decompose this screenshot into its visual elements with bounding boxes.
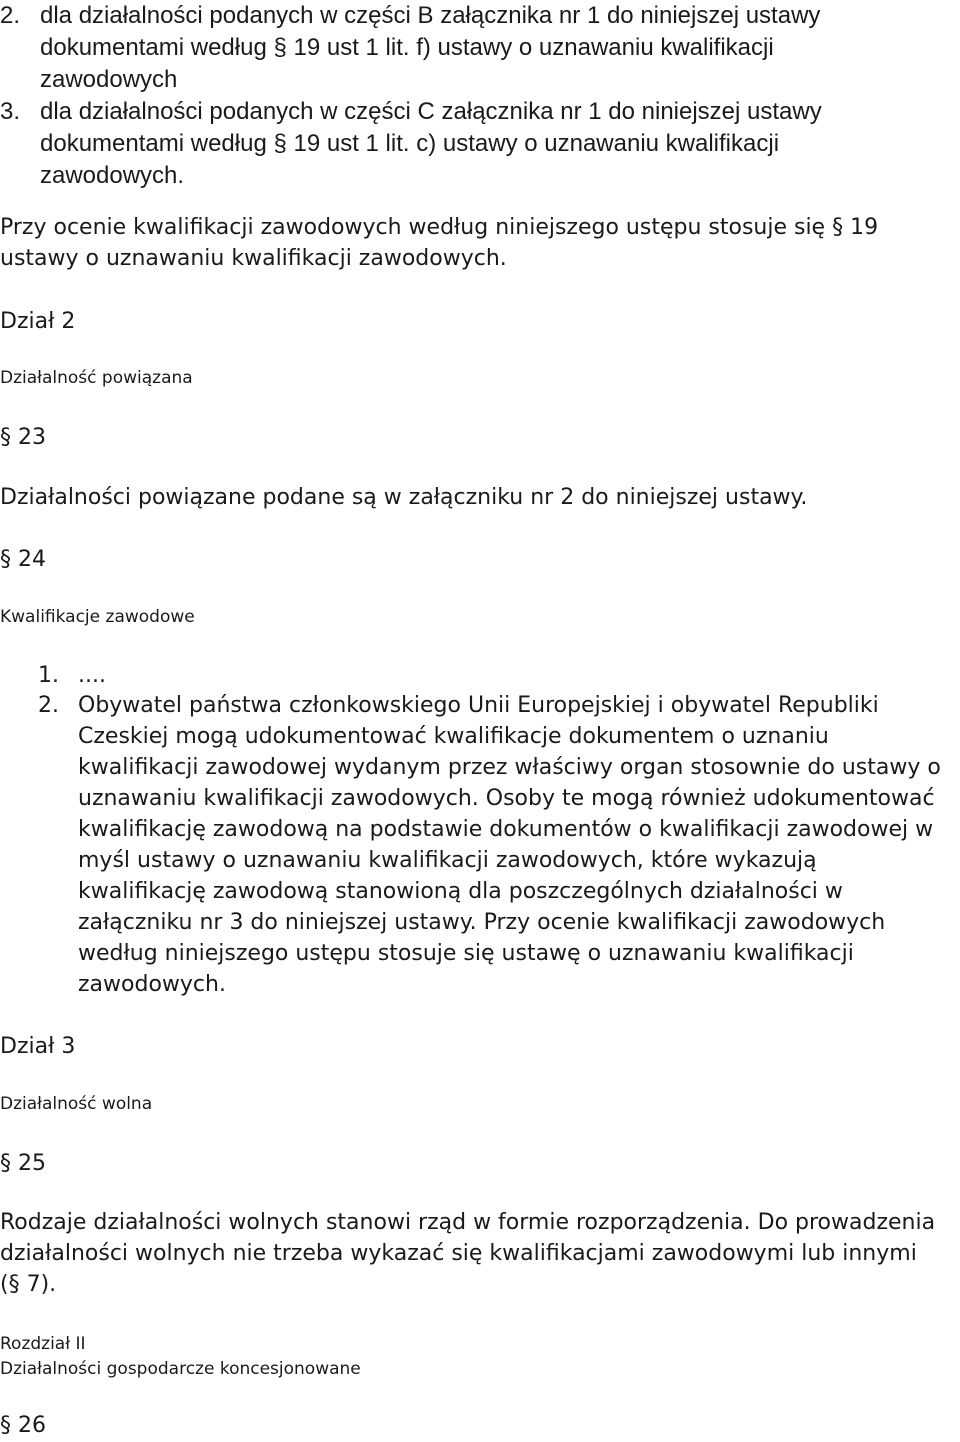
list-item-text: .... bbox=[78, 663, 106, 688]
list-item-line: Czeskiej mogą udokumentować kwalifikacje dokumentem o uznaniu bbox=[78, 724, 829, 749]
list-item-line: kwalifikację zawodową stanowioną dla poszczególnych działalności w bbox=[78, 879, 843, 904]
paragraph bbox=[0, 212, 878, 274]
top-list bbox=[0, 0, 960, 192]
list-item-line: załączniku nr 3 do niniejszej ustawy. Przy ocenie kwalifikacji zawodowych bbox=[78, 910, 886, 935]
chapter-subheading: Działalności gospodarcze koncesjonowane bbox=[0, 1359, 361, 1379]
list-item-line: kwalifikacji zawodowej wydanym przez właściwy organ stosownie do ustawy o bbox=[78, 755, 941, 780]
list-item-line: zawodowych. bbox=[40, 162, 185, 189]
list-item-number: 2. bbox=[0, 2, 21, 29]
list-item-line: kwalifikację zawodową na podstawie dokumentów o kwalifikacji zawodowej w bbox=[78, 817, 934, 842]
section-subheading: Kwalifikacje zawodowe bbox=[0, 607, 195, 627]
paragraph-line: działalności wolnych nie trzeba wykazać się kwalifikacjami zawodowymi lub innymi bbox=[0, 1241, 917, 1266]
section-subheading: Działalność wolna bbox=[0, 1094, 153, 1114]
list-item-line: dokumentami według § 19 ust 1 lit. f) ustawy o uznawaniu kwalifikacji bbox=[40, 34, 774, 61]
paragraph-number: § 24 bbox=[0, 547, 46, 572]
paragraph-line: Przy ocenie kwalifikacji zawodowych według niniejszego ustępu stosuje się § 19 bbox=[0, 215, 879, 240]
list-item-line: uznawaniu kwalifikacji zawodowych. Osoby te mogą również udokumentować bbox=[78, 786, 935, 811]
list-item-line: dla działalności podanych w części B załącznika nr 1 do niniejszej ustawy bbox=[40, 2, 821, 29]
list-item-line: zawodowych bbox=[40, 66, 178, 93]
section-heading: Dział 3 bbox=[0, 1034, 76, 1059]
chapter-heading: Rozdział II bbox=[0, 1334, 86, 1354]
paragraph-number: § 25 bbox=[0, 1151, 46, 1176]
section-subheading: Działalność powiązana bbox=[0, 368, 193, 388]
list-item-line: dokumentami według § 19 ust 1 lit. c) ustawy o uznawaniu kwalifikacji bbox=[40, 130, 780, 157]
paragraph bbox=[0, 1207, 935, 1300]
paragraph-line: ustawy o uznawaniu kwalifikacji zawodowych. bbox=[0, 246, 507, 271]
paragraph-number: § 23 bbox=[0, 425, 46, 450]
list-item bbox=[38, 690, 941, 1000]
list-item-line: myśl ustawy o uznawaniu kwalifikacji zawodowych, które wykazują bbox=[78, 848, 817, 873]
paragraph: Działalności powiązane podane są w załączniku nr 2 do niniejszej ustawy. bbox=[0, 485, 808, 510]
list-item-number: 3. bbox=[0, 98, 21, 125]
paragraph-line: Rodzaje działalności wolnych stanowi rząd w formie rozporządzenia. Do prowadzenia bbox=[0, 1210, 936, 1235]
list-item bbox=[0, 96, 960, 192]
list-item-line: dla działalności podanych w części C załącznika nr 1 do niniejszej ustawy bbox=[40, 98, 822, 125]
list-item-line: zawodowych. bbox=[78, 972, 226, 997]
list-item-number: 2. bbox=[38, 693, 59, 718]
section-heading: Dział 2 bbox=[0, 309, 76, 334]
paragraph-line: (§ 7). bbox=[0, 1272, 57, 1297]
list-item-line: Obywatel państwa członkowskiego Unii Europejskiej i obywatel Republiki bbox=[78, 693, 879, 718]
paragraph-number: § 26 bbox=[0, 1413, 46, 1438]
list-item-number: 1. bbox=[38, 663, 59, 688]
list-item bbox=[38, 660, 106, 691]
list-item bbox=[0, 0, 960, 96]
list-item-line: według niniejszego ustępu stosuje się ustawę o uznawaniu kwalifikacji bbox=[78, 941, 854, 966]
